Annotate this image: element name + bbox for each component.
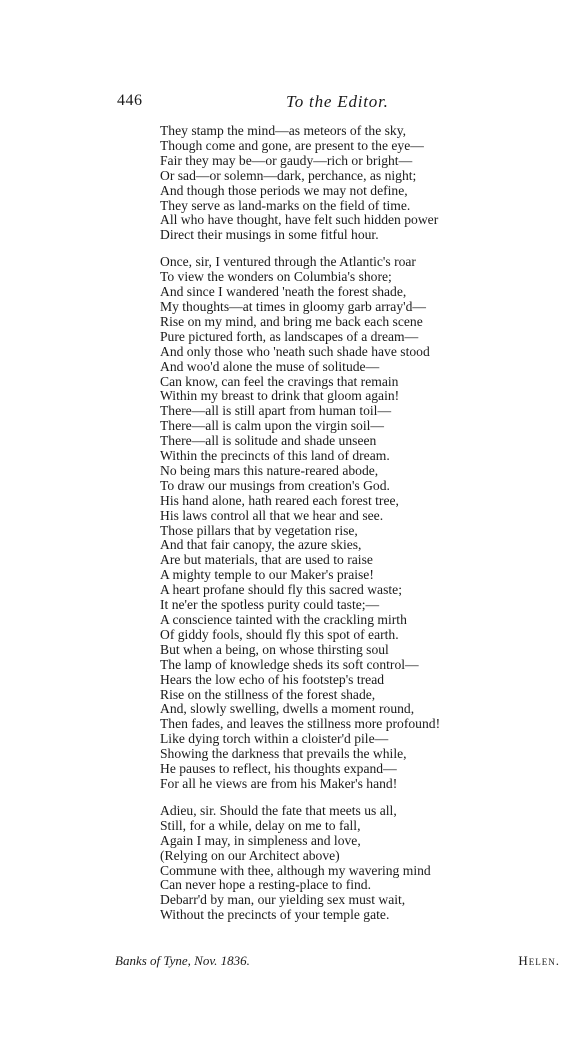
- poem-line: Fair they may be—or gaudy—rich or bright—: [160, 152, 413, 168]
- author-name: Helen.: [518, 953, 560, 968]
- place-and-date: Banks of Tyne, Nov. 1836.: [115, 953, 250, 968]
- poem-line: Still, for a while, delay on me to fall,: [160, 817, 361, 833]
- poem-line: Showing the darkness that prevails the while,: [160, 746, 407, 762]
- poem-line: Though come and gone, are present to the eye—: [160, 137, 424, 153]
- poem-line: There—all is calm upon the virgin soil—: [160, 418, 385, 434]
- poem-line: No being mars this nature-reared abode,: [160, 462, 379, 478]
- poem-line: Rise on my mind, and bring me back each scene: [160, 313, 423, 329]
- poem-line: (Relying on our Architect above): [160, 847, 340, 863]
- poem-line: There—all is still apart from human toil—: [160, 403, 392, 419]
- poem-line: The lamp of knowledge sheds its soft control—: [160, 656, 419, 672]
- poem-line: And since I wandered 'neath the forest shade,: [160, 284, 407, 300]
- poem-stanza: [160, 255, 560, 792]
- poem-line: And only those who 'neath such shade have stood: [160, 343, 430, 359]
- poem-line: Within the precincts of this land of dream.: [160, 448, 390, 464]
- poem-line: For all he views are from his Maker's hand!: [160, 775, 398, 791]
- poem-line: Adieu, sir. Should the fate that meets us all,: [160, 802, 397, 818]
- poem-line: Of giddy fools, should fly this spot of earth.: [160, 626, 399, 642]
- poem-line: Without the precincts of your temple gate.: [160, 907, 390, 923]
- poem-line: He pauses to reflect, his thoughts expand—: [160, 761, 397, 777]
- poem-line: His hand alone, hath reared each forest tree,: [160, 492, 399, 508]
- poem-line: Once, sir, I ventured through the Atlantic's roar: [160, 254, 416, 270]
- page-number: 446: [117, 92, 143, 109]
- poem-line: Rise on the stillness of the forest shade,: [160, 686, 376, 702]
- poem-line: Are but materials, that are used to raise: [160, 552, 373, 568]
- poem-line: Commune with thee, although my wavering mind: [160, 862, 431, 878]
- poem-line: To view the wonders on Columbia's shore;: [160, 269, 392, 285]
- poem-line: And though those periods we may not define,: [160, 182, 408, 198]
- poem-line: Like dying torch within a cloister'd pile—: [160, 731, 389, 747]
- poem-line: Can never hope a resting-place to find.: [160, 877, 372, 893]
- poem-line: Pure pictured forth, as landscapes of a dream—: [160, 328, 419, 344]
- poem-body: [160, 124, 560, 935]
- poem-line: Or sad—or solemn—dark, perchance, as night;: [160, 167, 417, 183]
- poem-line: And, slowly swelling, dwells a moment round,: [160, 701, 415, 717]
- poem-line: Debarr'd by man, our yielding sex must wait,: [160, 892, 406, 908]
- poem-line: It ne'er the spotless purity could taste;—: [160, 597, 380, 613]
- poem-line: But when a being, on whose thirsting soul: [160, 641, 389, 657]
- poem-line: Can know, can feel the cravings that remain: [160, 373, 399, 389]
- poem-line: A heart profane should fly this sacred waste;: [160, 582, 402, 598]
- poem-stanza: [160, 804, 560, 923]
- poem-line: His laws control all that we hear and see.: [160, 507, 384, 523]
- poem-line: To draw our musings from creation's God.: [160, 477, 390, 493]
- poem-line: They serve as land-marks on the field of time.: [160, 197, 411, 213]
- poem-line: And woo'd alone the muse of solitude—: [160, 358, 380, 374]
- poem-line: Direct their musings in some fitful hour.: [160, 227, 379, 243]
- running-title: To the Editor.: [286, 92, 389, 111]
- poem-line: And that fair canopy, the azure skies,: [160, 537, 362, 553]
- signature-line: [115, 953, 560, 971]
- poem-line: Hears the low echo of his footstep's tread: [160, 671, 385, 687]
- poem-line: Again I may, in simpleness and love,: [160, 832, 361, 848]
- poem-line: Then fades, and leaves the stillness more profound!: [160, 716, 441, 732]
- poem-line: All who have thought, have felt such hidden power: [160, 212, 439, 228]
- poem-line: A conscience tainted with the crackling mirth: [160, 612, 407, 627]
- poem-line: A mighty temple to our Maker's praise!: [160, 567, 374, 583]
- poem-line: They stamp the mind—as meteors of the sky,: [160, 123, 407, 138]
- poem-stanza: [160, 124, 560, 243]
- poem-line: Within my breast to drink that gloom again!: [160, 388, 400, 404]
- poem-line: Those pillars that by vegetation rise,: [160, 522, 358, 538]
- poem-line: My thoughts—at times in gloomy garb array'd—: [160, 298, 426, 314]
- page-header: [0, 92, 573, 116]
- poem-line: There—all is solitude and shade unseen: [160, 433, 377, 449]
